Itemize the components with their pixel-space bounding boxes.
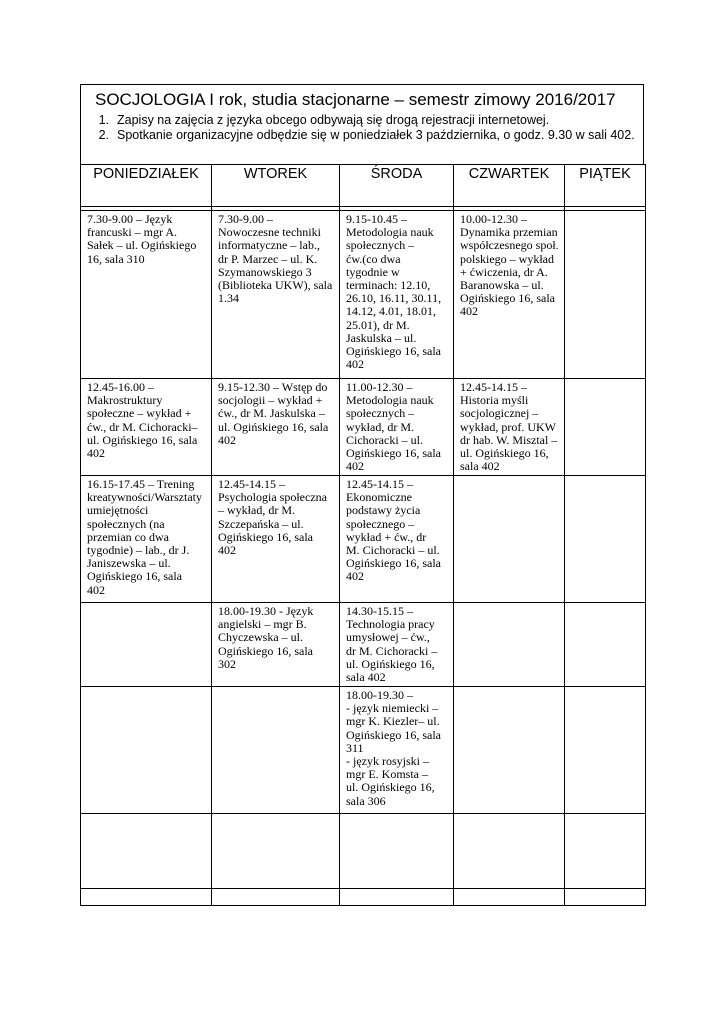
schedule-table (80, 164, 646, 906)
schedule-cell (81, 889, 212, 906)
notes-list (87, 113, 639, 143)
class-entry: 12.45-14.15 – Psychologia społeczna – wykład, dr M. Szczepańska – ul. Ogińskiego 16, sala 402 (218, 477, 327, 558)
schedule-cell (212, 476, 340, 603)
schedule-cell (565, 814, 646, 889)
class-entry (565, 687, 645, 689)
class-entry: 9.15-10.45 – Metodologia nauk społecznych – ćw.(co dwa tygodnie w terminach: 12.10, 26.10, 16.11, 30.11, 14.12, 4.01, 18.01, 25.01), dr M. Jaskulska – ul. Ogińskiego 16, sala 402 (346, 212, 442, 372)
class-entry: 12.45-14.15 – Ekonomiczne podstawy życia społecznego – wykład + ćw., dr M. Cichoracki – ul. Ogińskiego 16, sala 402 (346, 477, 441, 584)
class-entry (565, 889, 645, 891)
schedule-cell (212, 814, 340, 889)
schedule-row (81, 687, 646, 814)
schedule-row (81, 814, 646, 889)
schedule-cell (212, 889, 340, 906)
note-number: 1. (98, 113, 109, 127)
class-entry (212, 814, 339, 816)
class-entry (454, 814, 564, 816)
schedule-cell (340, 476, 454, 603)
class-entry (565, 379, 645, 381)
class-entry (81, 687, 211, 689)
schedule-cell (212, 603, 340, 687)
schedule-cell (454, 476, 565, 603)
day-header-tuesday: WTOREK (212, 165, 340, 207)
note-item (87, 128, 639, 143)
class-entry (565, 814, 645, 816)
class-entry: 11.00-12.30 – Metodologia nauk społecznych – wykład, dr M. Cichoracki – ul. Ogińskiego 16, sala 402 (346, 380, 441, 474)
class-entry (454, 603, 564, 605)
schedule-cell (565, 476, 646, 603)
class-entry (454, 687, 564, 689)
class-entry (212, 687, 339, 689)
day-header-friday: PIĄTEK (565, 165, 646, 207)
schedule-cell (81, 476, 212, 603)
class-entry (81, 603, 211, 605)
class-entry (340, 814, 453, 816)
note-number: 2. (98, 128, 109, 142)
class-entry (81, 889, 211, 891)
class-entry: 14.30-15.15 – Technologia pracy umysłowej – ćw., dr M. Cichoracki – ul. Ogińskiego 16, sala 402 (346, 604, 438, 685)
schedule-cell (454, 603, 565, 687)
schedule-cell (340, 687, 454, 814)
class-entry (454, 889, 564, 891)
page-title: SOCJOLOGIA I rok, studia stacjonarne – semestr zimowy 2016/2017 (95, 90, 616, 109)
class-entry (454, 476, 564, 478)
schedule-cell (81, 211, 212, 379)
class-entry (212, 889, 339, 891)
class-entry: 18.00-19.30 – - język niemiecki – mgr K. Kiezler– ul. Ogińskiego 16, sala 311 - język rosyjski – mgr E. Komsta – ul. Ogińskiego 16, sala 306 (346, 688, 441, 808)
day-header-monday: PONIEDZIAŁEK (81, 165, 212, 207)
day-header-row (81, 165, 646, 207)
header-box (80, 84, 644, 164)
schedule-cell (565, 379, 646, 476)
schedule-cell (565, 889, 646, 906)
schedule-cell (81, 603, 212, 687)
note-text: Spotkanie organizacyjne odbędzie się w poniedziałek 3 października, o godz. 9.30 w sali 402. (117, 128, 635, 142)
class-entry (565, 476, 645, 478)
schedule-cell (212, 379, 340, 476)
class-entry: 12.45-14.15 – Historia myśli socjologicznej – wykład, prof. UKW dr hab. W. Misztal – ul. Ogińskiego 16, sala 402 (460, 380, 558, 474)
schedule-cell (565, 211, 646, 379)
schedule-cell (340, 889, 454, 906)
schedule-row (81, 379, 646, 476)
schedule-cell (454, 379, 565, 476)
schedule-cell (212, 687, 340, 814)
class-entry: 9.15-12.30 – Wstęp do socjologii – wykład + ćw., dr M. Jaskulska – ul. Ogińskiego 16, sala 402 (218, 380, 329, 447)
note-text: Zapisy na zajęcia z języka obcego odbywają się drogą rejestracji internetowej. (117, 113, 550, 127)
schedule-row (81, 889, 646, 906)
schedule-row (81, 603, 646, 687)
schedule-cell (565, 687, 646, 814)
class-entry: 7.30-9.00 – Język francuski – mgr A. Sałek – ul. Ogińskiego 16, sala 310 (87, 212, 197, 266)
schedule-cell (340, 603, 454, 687)
class-entry (565, 603, 645, 605)
schedule-cell (81, 687, 212, 814)
schedule-row (81, 211, 646, 379)
class-entry: 10.00-12.30 – Dynamika przemian współczesnego społ. polskiego – wykład + ćwiczenia, dr A. Baranowska – ul. Ogińskiego 16, sala 402 (460, 212, 559, 319)
class-entry: 16.15-17.45 – Trening kreatywności/Warsztaty umiejętności społecznych (na przemian co dwa tygodnie) – lab., dr J. Janiszewska – ul. Ogińskiego 16, sala 402 (87, 477, 202, 597)
class-entry (565, 211, 645, 213)
day-header-thursday: CZWARTEK (454, 165, 565, 207)
schedule-cell (340, 814, 454, 889)
day-header-wednesday: ŚRODA (340, 165, 454, 207)
schedule-cell (81, 379, 212, 476)
schedule-cell (454, 211, 565, 379)
class-entry: 7.30-9.00 – Nowoczesne techniki informatyczne – lab., dr P. Marzec – ul. K. Szymanowskiego 3 (Biblioteka UKW), sala 1.34 (218, 212, 333, 306)
note-item (87, 113, 639, 128)
schedule-cell (454, 889, 565, 906)
schedule-cell (340, 379, 454, 476)
schedule-cell (340, 211, 454, 379)
schedule-cell (565, 603, 646, 687)
class-entry: 18.00-19.30 - Język angielski – mgr B. Chyczewska – ul. Ogińskiego 16, sala 302 (218, 604, 314, 671)
schedule-cell (454, 687, 565, 814)
class-entry (81, 814, 211, 816)
class-entry (340, 889, 453, 891)
class-entry: 12.45-16.00 – Makrostruktury społeczne – wykład + ćw., dr M. Cichoracki– ul. Ogińskiego 16, sala 402 (87, 380, 198, 461)
schedule-cell (454, 814, 565, 889)
schedule-cell (81, 814, 212, 889)
schedule-row (81, 476, 646, 603)
schedule-cell (212, 211, 340, 379)
